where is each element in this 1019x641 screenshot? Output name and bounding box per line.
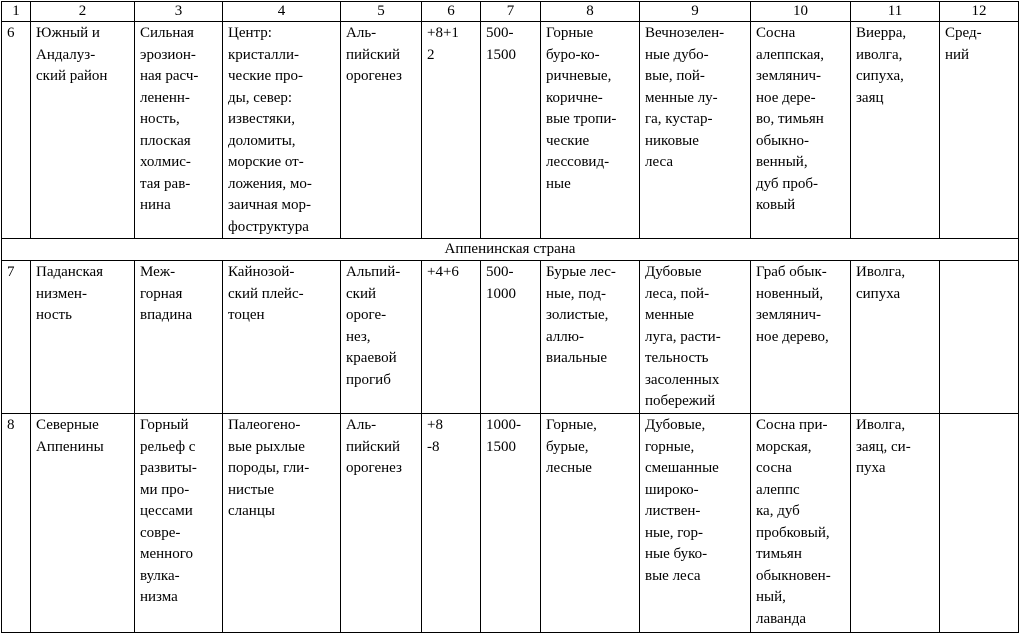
row-number-cell: 1 (2, 2, 31, 22)
table-row (2, 414, 1019, 633)
table-cell: 6 (422, 2, 481, 22)
table-cell: Сред- ний (940, 22, 1019, 239)
table-cell: Горные буро-ко- ричневые, коричне- вые тропи- ческие лессовид- ные (541, 22, 640, 239)
table-cell: 11 (851, 2, 940, 22)
table-cell: Граб обык- новенный, землянич- ное дерево, (751, 261, 851, 414)
table-row (2, 22, 1019, 239)
table-body (2, 2, 1019, 633)
table-cell: Иволга, заяц, си- пуха (851, 414, 940, 633)
table-cell: 500- 1000 (481, 261, 541, 414)
row-number-cell: 6 (2, 22, 31, 239)
row-number-cell: 7 (2, 261, 31, 414)
table-cell: 4 (223, 2, 341, 22)
table-cell: Дубовые, горные, смешанные широко- листвен- ные, гор- ные буко- вые леса (640, 414, 751, 633)
table-cell: +8+1 2 (422, 22, 481, 239)
table-cell: Аль- пийский орогенез (341, 22, 422, 239)
table-cell: Сильная эрозион- ная расч- лененн- ность, плоская холмис- тая рав- нина (135, 22, 223, 239)
table-cell: Южный и Андалуз- ский район (31, 22, 135, 239)
table-cell: 1000- 1500 (481, 414, 541, 633)
table-cell: Альпий- ский ороге- нез, краевой прогиб (341, 261, 422, 414)
table-cell: Аль- пийский орогенез (341, 414, 422, 633)
table-cell: Сосна при- морская, сосна алеппс ка, дуб пробковый, тимьян обыкновен- ный, лаванда (751, 414, 851, 633)
table-cell: Дубовые леса, пой- менные луга, расти- тельность засоленных побережий (640, 261, 751, 414)
table-cell: +8 -8 (422, 414, 481, 633)
table-cell: Бурые лес- ные, под- золистые, аллю- виальные (541, 261, 640, 414)
table-cell: Палеогено- вые рыхлые породы, гли- нистые сланцы (223, 414, 341, 633)
table-cell: Кайнозой- ский плейс- тоцен (223, 261, 341, 414)
table-cell: Виерра, иволга, сипуха, заяц (851, 22, 940, 239)
table-cell: +4+6 (422, 261, 481, 414)
table-cell: 10 (751, 2, 851, 22)
table-cell: Сосна алеппская, землянич- ное дере- во, тимьян обыкно- венный, дуб проб- ковый (751, 22, 851, 239)
table-cell: Вечнозелен- ные дубо- вые, пой- менные лу- га, кустар- никовые леса (640, 22, 751, 239)
table-row (2, 261, 1019, 414)
regions-table (1, 1, 1019, 633)
section-title: Аппенинская страна (2, 239, 1019, 261)
table-cell: Северные Аппенины (31, 414, 135, 633)
table-cell: 8 (541, 2, 640, 22)
table-cell: Центр: кристалли- ческие про- ды, север: известяки, доломиты, морские от- ложения, мо- заичная мор- фоструктура (223, 22, 341, 239)
table-cell: 12 (940, 2, 1019, 22)
table-cell: 7 (481, 2, 541, 22)
row-number-cell: 8 (2, 414, 31, 633)
table-cell: 5 (341, 2, 422, 22)
table-cell: 9 (640, 2, 751, 22)
table-cell: Горные, бурые, лесные (541, 414, 640, 633)
table-cell: Горный рельеф с развиты- ми про- цессами совре- менного вулка- низма (135, 414, 223, 633)
table-cell: 2 (31, 2, 135, 22)
table-cell: Иволга, сипуха (851, 261, 940, 414)
table-cell: 500- 1500 (481, 22, 541, 239)
table-cell (940, 414, 1019, 633)
table-cell: 3 (135, 2, 223, 22)
table-cell (940, 261, 1019, 414)
section-row (2, 239, 1019, 261)
column-number-row (2, 2, 1019, 22)
table-cell: Паданская низмен- ность (31, 261, 135, 414)
table-cell: Меж- горная впадина (135, 261, 223, 414)
